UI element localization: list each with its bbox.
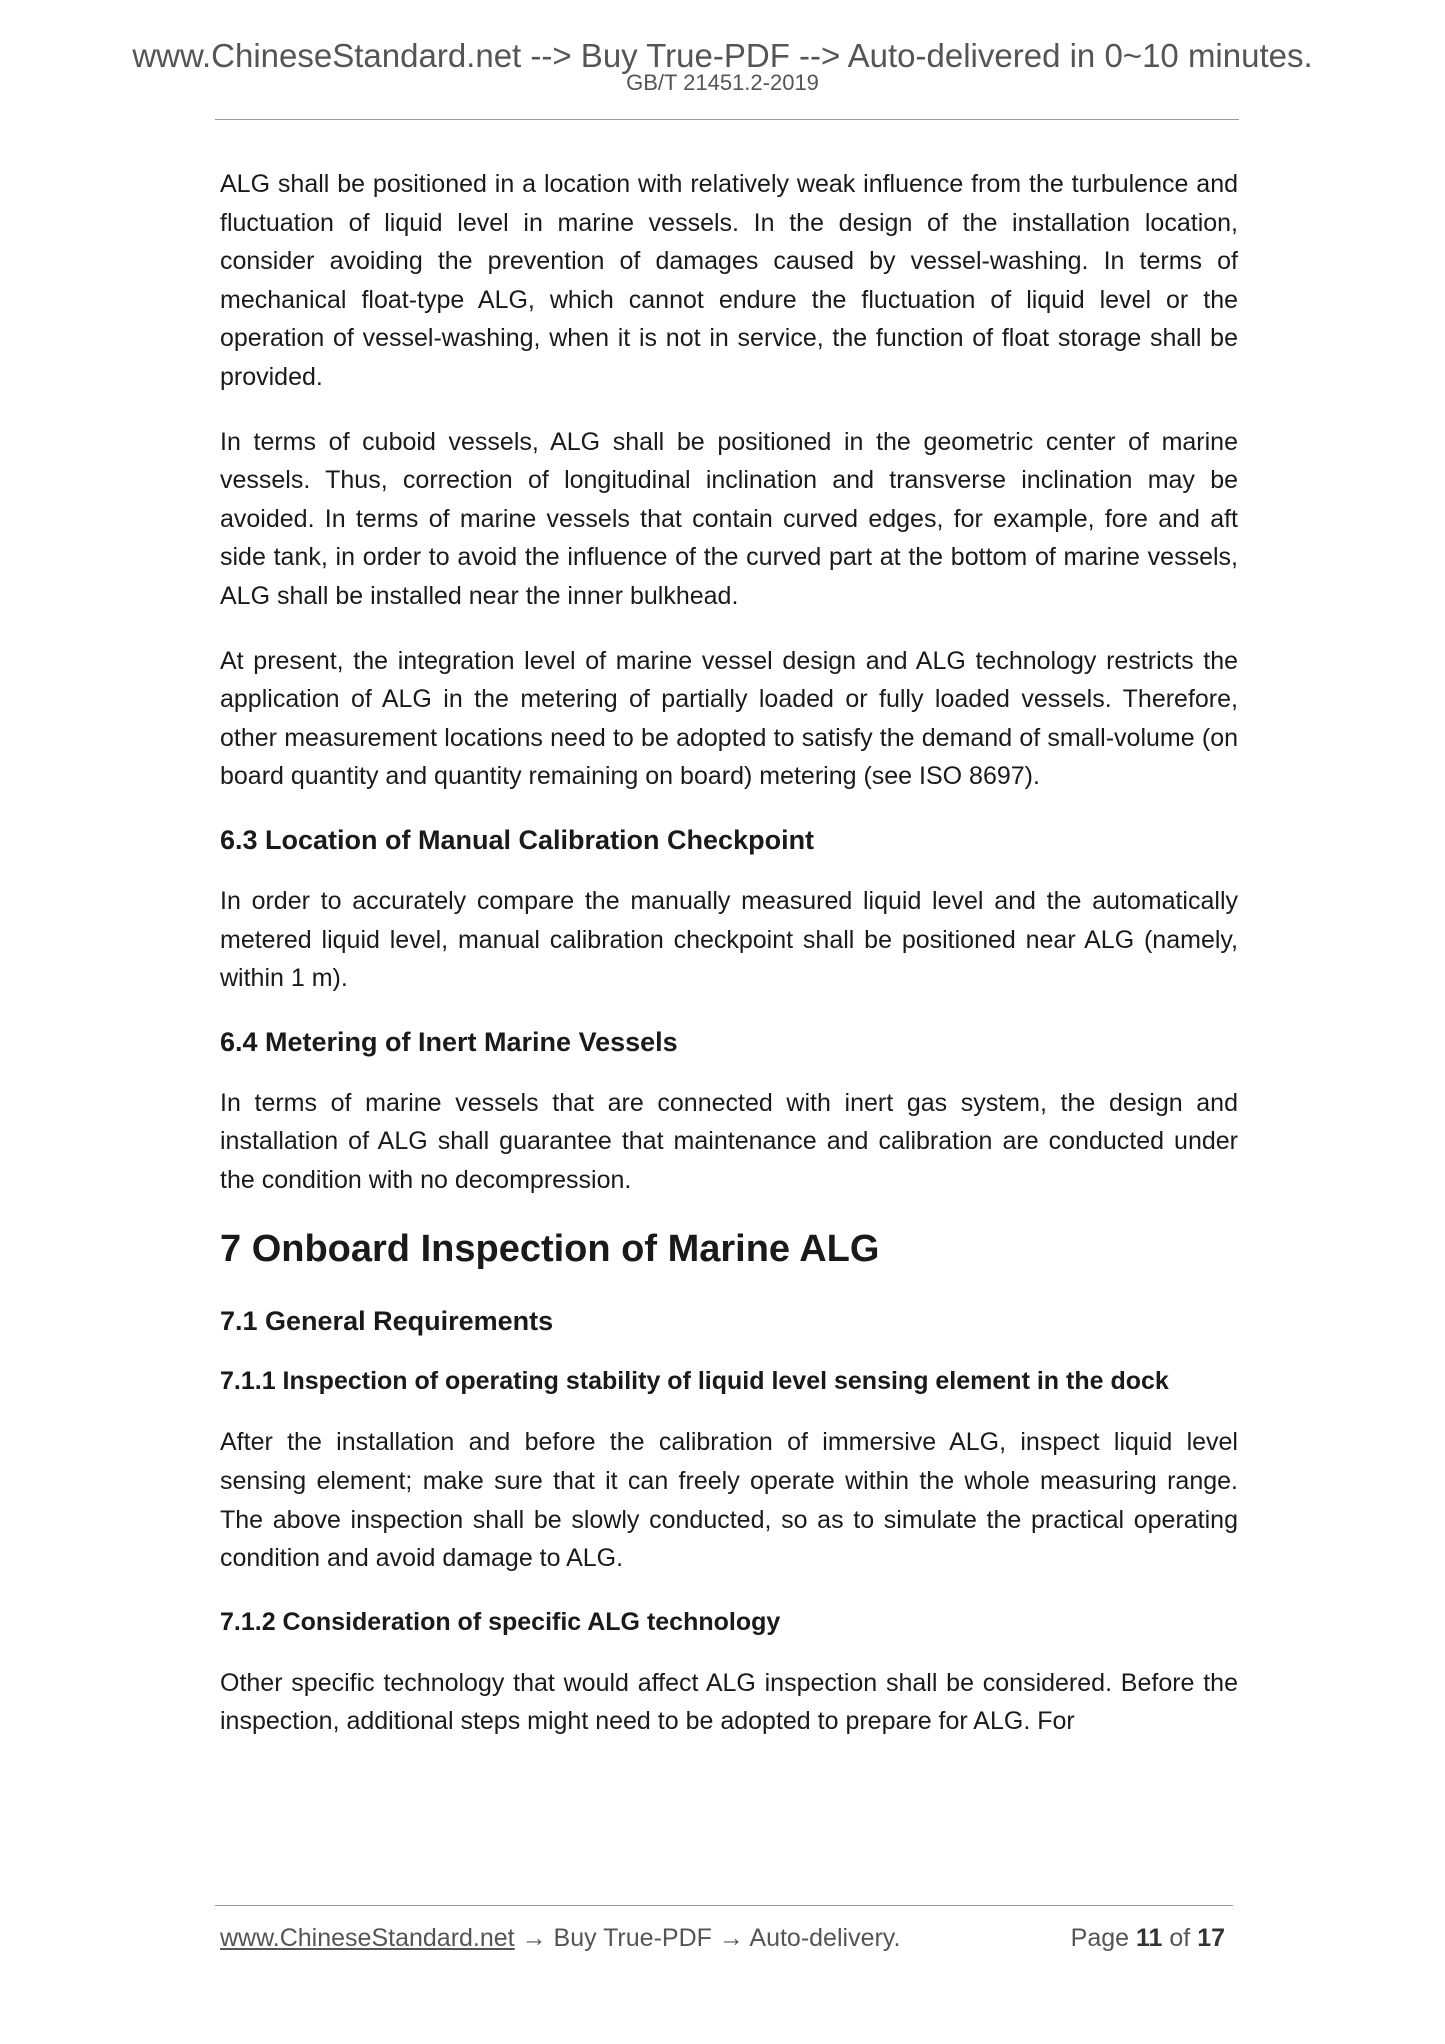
page-number: 11 bbox=[1135, 1924, 1163, 1952]
heading-7-1-2: 7.1.2 Consideration of specific ALG technology bbox=[220, 1607, 781, 1636]
page-footer bbox=[220, 1922, 1235, 1954]
header-divider bbox=[215, 119, 1239, 120]
page-content bbox=[220, 165, 1238, 1767]
page-total: 17 bbox=[1197, 1924, 1225, 1952]
footer-site-link[interactable]: www.ChineseStandard.net bbox=[220, 1924, 515, 1952]
paragraph-integration-level: At present, the integration level of marine vessel design and ALG technology restricts the application of ALG in the metering of partially loaded or fully loaded vessels. Therefore, other measurement locations need to be adopted to satisfy the demand of small-volume (on board quantity and quantity remaining on board) metering (see ISO 8697). bbox=[220, 646, 1238, 791]
document-code: GB/T 21451.2-2019 bbox=[626, 70, 819, 95]
footer-divider bbox=[215, 1905, 1233, 1906]
heading-6-3: 6.3 Location of Manual Calibration Checkpoint bbox=[220, 824, 815, 855]
paragraph-cuboid-vessels: In terms of cuboid vessels, ALG shall be positioned in the geometric center of marine vessels. Thus, correction of longitudinal inclination and transverse inclination may be avoided. In terms of marine vessels that contain curved edges, for example, fore and aft side tank, in order to avoid the influence of the curved part at the bottom of marine vessels, ALG shall be installed near the inner bulkhead. bbox=[220, 427, 1238, 610]
paragraph-inert-vessels: In terms of marine vessels that are connected with inert gas system, the design and installation of ALG shall guarantee that maintenance and calibration are conducted under the condition with no decompression. bbox=[220, 1088, 1238, 1194]
heading-7-1-1: 7.1.1 Inspection of operating stability of liquid level sensing element in the dock bbox=[220, 1367, 1169, 1396]
paragraph-manual-calibration: In order to accurately compare the manually measured liquid level and the automatically metered liquid level, manual calibration checkpoint shall be positioned near ALG (namely, within 1 m). bbox=[220, 886, 1238, 993]
top-banner[interactable]: www.ChineseStandard.net --> Buy True-PDF --> Auto-delivered in 0~10 minutes. bbox=[132, 37, 1313, 74]
page-label: Page bbox=[1070, 1924, 1130, 1952]
paragraph-sensing-element: After the installation and before the calibration of immersive ALG, inspect liquid level sensing element; make sure that it can freely operate within the whole measuring range. The above inspection shall be slowly conducted, so as to simulate the practical operating condition and avoid damage to ALG. bbox=[220, 1428, 1238, 1573]
heading-7: 7 Onboard Inspection of Marine ALG bbox=[220, 1228, 880, 1271]
heading-6-4: 6.4 Metering of Inert Marine Vessels bbox=[220, 1026, 678, 1057]
page-indicator bbox=[1071, 1922, 1225, 1954]
paragraph-alg-position: ALG shall be positioned in a location with relatively weak influence from the turbulence and fluctuation of liquid level in marine vessels. In the design of the installation location, consider avoiding the prevention of damages caused by vessel-washing. In terms of mechanical float-type ALG, which cannot endure the fluctuation of liquid level or the operation of vessel-washing, when it is not in service, the function of float storage shall be provided. bbox=[220, 170, 1238, 391]
footer-tagline: → Buy True-PDF → Auto-delivery. bbox=[514, 1924, 901, 1952]
paragraph-specific-technology: Other specific technology that would affect ALG inspection shall be considered. Before the inspection, additional steps might need to be adopted to prepare for ALG. For bbox=[220, 1668, 1238, 1736]
of-label: of bbox=[1169, 1924, 1191, 1952]
heading-7-1: 7.1 General Requirements bbox=[220, 1306, 554, 1337]
